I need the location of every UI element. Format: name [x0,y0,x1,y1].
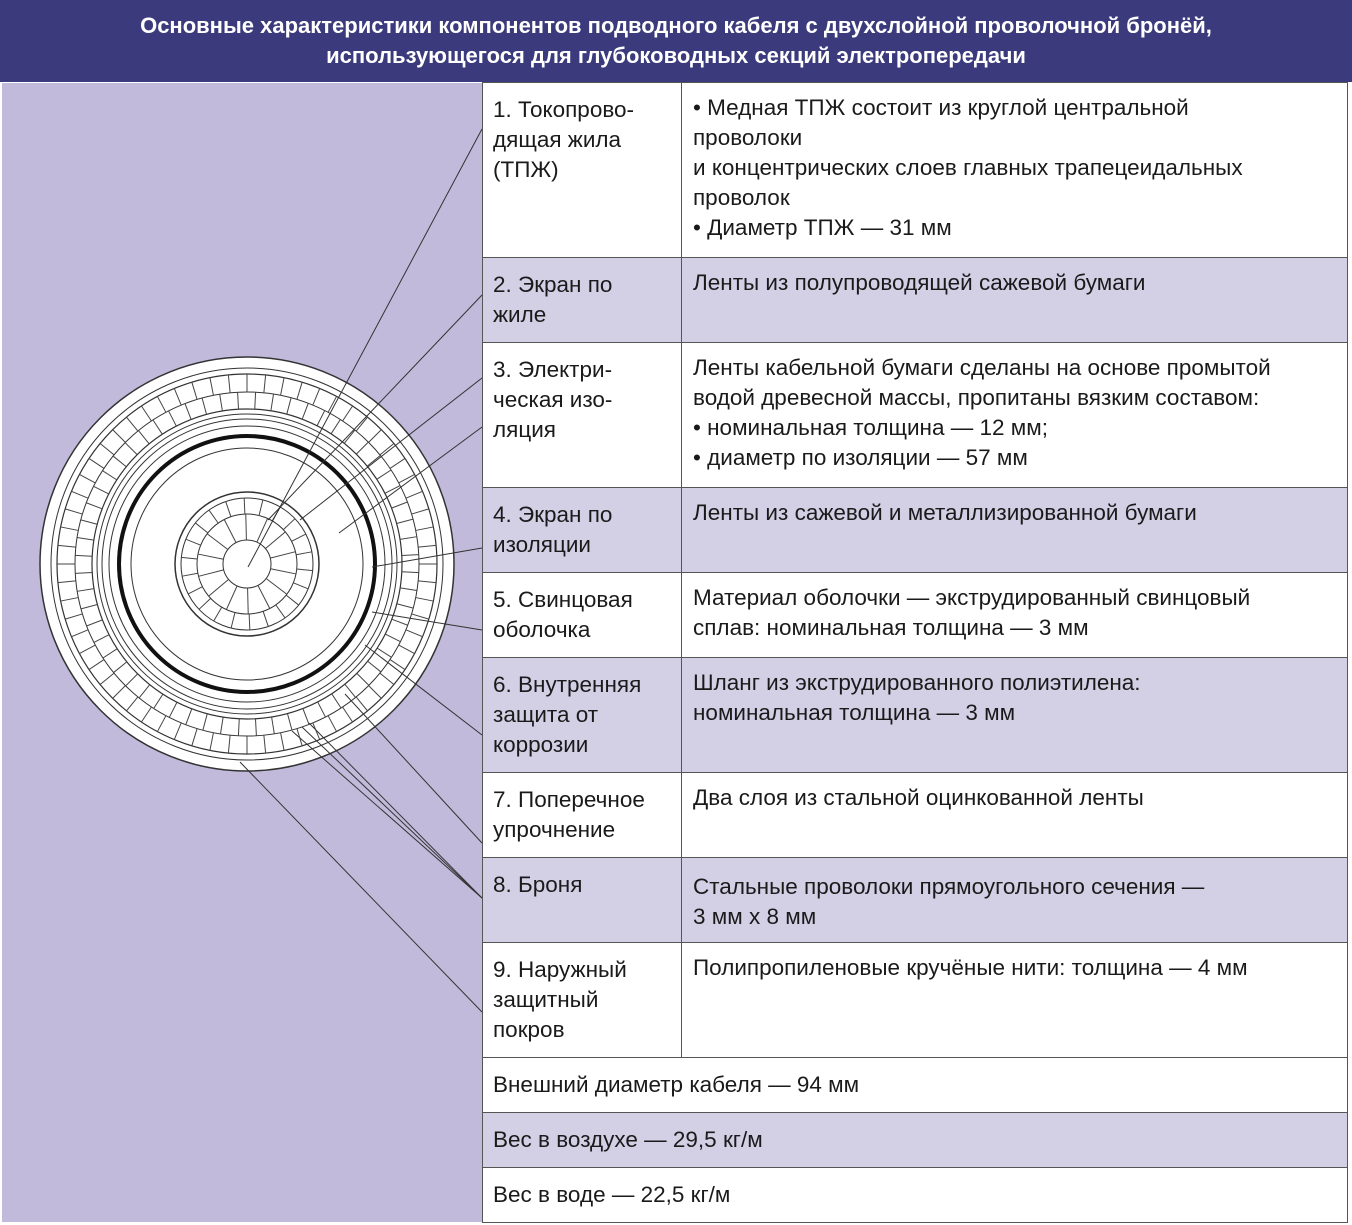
row-armour [482,857,1348,942]
row-label: 8. Броня [482,858,682,942]
description-line: • диаметр по изоляции — 57 мм [693,445,1028,470]
description-line: водой древесной массы, пропитаны вязким составом: [693,385,1260,410]
description-line: и концентрических слоев главных трапецеидальных [693,155,1243,180]
row-conductor-screen [482,257,1348,342]
row-lead-sheath [482,572,1348,657]
row-outer-serving [482,942,1348,1057]
row-description [682,488,1348,572]
row-insulation [482,342,1348,487]
summary-text: Вес в воздухе — 29,5 кг/м [493,1127,763,1152]
description-line: • номинальная толщина — 12 мм; [693,415,1048,440]
row-description [682,83,1348,257]
row-description [682,658,1348,772]
summary-weight-water [482,1167,1348,1223]
row-insulation-screen [482,487,1348,572]
row-label: 9. Наружный защитный покров [482,943,682,1057]
description-line: Ленты кабельной бумаги сделаны на основе промытой [693,355,1271,380]
description-line: • Диаметр ТПЖ — 31 мм [693,215,952,240]
row-corrosion-protection [482,657,1348,772]
row-conductor [482,82,1348,257]
row-label: 6. Внутренняя защита от коррозии [482,658,682,772]
description-line: Стальные проволоки прямоугольного сечения — [693,874,1205,899]
row-description [682,573,1348,657]
summary-weight-air [482,1112,1348,1167]
row-description [682,943,1348,1057]
description-line: Ленты из сажевой и металлизированной бумаги [693,500,1197,525]
title-line-1: Основные характеристики компонентов подводного кабеля с двухслойной проволочной бронёй, [140,13,1212,38]
description-line: проволоки [693,125,803,150]
conductor-wire-divider [249,614,250,630]
description-line: Два слоя из стальной оцинкованной ленты [693,785,1144,810]
conductor-wire-divider [248,588,249,614]
conductor-wire-divider [244,498,245,514]
row-label: 3. Электри- ческая изо- ляция [482,343,682,487]
row-description [682,258,1348,342]
summary-outer-diameter [482,1057,1348,1112]
row-description [682,773,1348,857]
description-line: сплав: номинальная толщина — 3 мм [693,615,1089,640]
description-line: Материал оболочки — экструдированный свинцовый [693,585,1251,610]
row-label: 4. Экран по изоляции [482,488,682,572]
description-line: 3 мм х 8 мм [693,904,817,929]
row-label: 1. Токопрово- дящая жила (ТПЖ) [482,83,682,257]
summary-text: Вес в воде — 22,5 кг/м [493,1182,731,1207]
description-line: • Медная ТПЖ состоит из круглой центральной [693,95,1189,120]
row-label: 5. Свинцовая оболочка [482,573,682,657]
description-line: Полипропиленовые кручёные нити: толщина — 4 мм [693,955,1248,980]
description-line: Ленты из полупроводящей сажевой бумаги [693,270,1146,295]
row-label: 7. Поперечное упрочнение [482,773,682,857]
description-line: Шланг из экструдированного полиэтилена: [693,670,1141,695]
description-line: номинальная толщина — 3 мм [693,700,1016,725]
row-label: 2. Экран по жиле [482,258,682,342]
row-description [682,858,1348,942]
title-line-2: использующегося для глубоководных секций электропередачи [326,43,1026,68]
conductor-wire-divider [246,514,247,540]
row-transverse-reinforcement [482,772,1348,857]
row-description [682,343,1348,487]
description-line: проволок [693,185,790,210]
summary-text: Внешний диаметр кабеля — 94 мм [493,1072,860,1097]
